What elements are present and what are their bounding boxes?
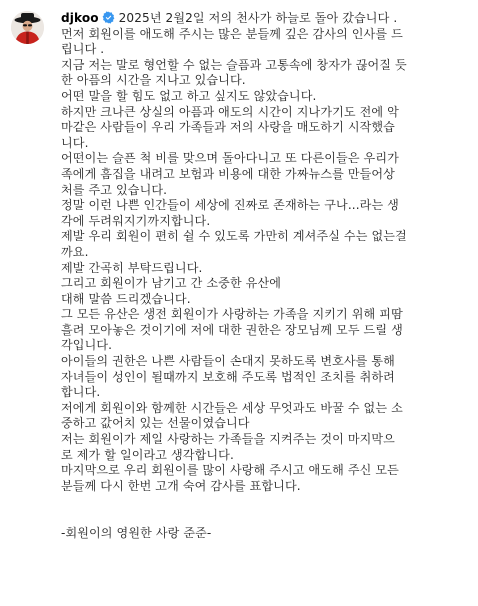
profile-avatar[interactable] [11,11,44,44]
caption-line [61,11,471,27]
caption-line: 립니다 . [61,42,105,57]
caption-line: 하지만 크나큰 상실의 아픔과 애도의 시간이 지나가기도 전에 악 [61,104,399,119]
caption-signature: -회원이의 영원한 사랑 준준- [61,525,212,540]
caption-line: 족에게 흠집을 내려고 보험과 비용에 대한 가짜뉴스를 만들어상 [61,166,395,181]
caption-line: 지금 저는 말로 형언할 수 없는 슬픔과 고통속에 창자가 끊어질 듯 [61,57,407,72]
caption-line: 중하고 값어치 있는 선물이였습니다 [61,416,250,431]
caption-line: 처를 주고 있습니다. [61,182,168,197]
caption-line: 합니다. [61,385,101,400]
caption-line: 제발 우리 회원이 편히 쉴 수 있도록 가만히 계셔주실 수는 없는걸 [61,229,407,244]
caption-line: 마지막으로 우리 회원이를 많이 사랑해 주시고 애도해 주신 모든 [61,463,399,478]
caption-line: 제발 간곡히 부탁드립니다. [61,260,203,275]
caption-line: 대해 말씀 드리겠습니다. [61,291,191,306]
caption-blank-line [61,494,471,510]
caption-line: 각에 두려워지기까지합니다. [61,213,211,228]
caption-blank-line [61,510,471,526]
avatar-image [11,11,44,44]
caption-line: 까요. [61,244,89,259]
caption-line: 각입니다. [61,338,113,353]
username-link[interactable]: djkoo [61,11,99,25]
caption-line: 저에게 회원이와 함께한 시간들은 세상 무엇과도 바꿀 수 없는 소 [61,400,403,415]
caption-line: 흘려 모아놓은 것이기에 저에 대한 권한은 장모님께 모두 드릴 생 [61,322,403,337]
caption-line: 한 아픔의 시간을 지나고 있습니다. [61,73,246,88]
caption-line: 아이들의 권한은 나쁜 사람들이 손대지 못하도록 변호사를 통해 [61,354,395,369]
post-caption [61,11,471,541]
caption-line: 먼저 회원이를 애도해 주시는 많은 분들께 깊은 감사의 인사를 드 [61,26,403,41]
caption-line: 로 제가 할 일이라고 생각합니다. [61,447,234,462]
verified-badge-icon [102,11,115,24]
caption-line: 그 모든 유산은 생전 회원이가 사랑하는 가족을 지키기 위해 피땀 [61,307,403,322]
caption-line: 어떤이는 슬픈 척 비를 맞으며 돌아다니고 또 다른이들은 우리가 [61,151,399,166]
caption-line: 마같은 사람들이 우리 가족들과 저의 사랑을 매도하기 시작했습 [61,120,395,135]
caption-line: 니다. [61,135,89,150]
caption-line: 정말 이런 나쁜 인간들이 세상에 진짜로 존재하는 구나...라는 생 [61,198,399,213]
caption-line: 자녀들이 성인이 될때까지 보호해 주도록 법적인 조치를 취하려 [61,369,395,384]
caption-line: 어떤 말을 할 힘도 없고 하고 싶지도 않았습니다. [61,88,317,103]
caption-line: 분들께 다시 한번 고개 숙여 감사를 표합니다. [61,478,301,493]
caption-text: 2025년 2월2일 저의 천사가 하늘로 돌아 갔습니다 . [118,11,398,25]
caption-line: 저는 회원이가 제일 사랑하는 가족들을 지켜주는 것이 마지막으 [61,432,395,447]
caption-line: 그리고 회원이가 남기고 간 소중한 유산에 [61,276,282,291]
